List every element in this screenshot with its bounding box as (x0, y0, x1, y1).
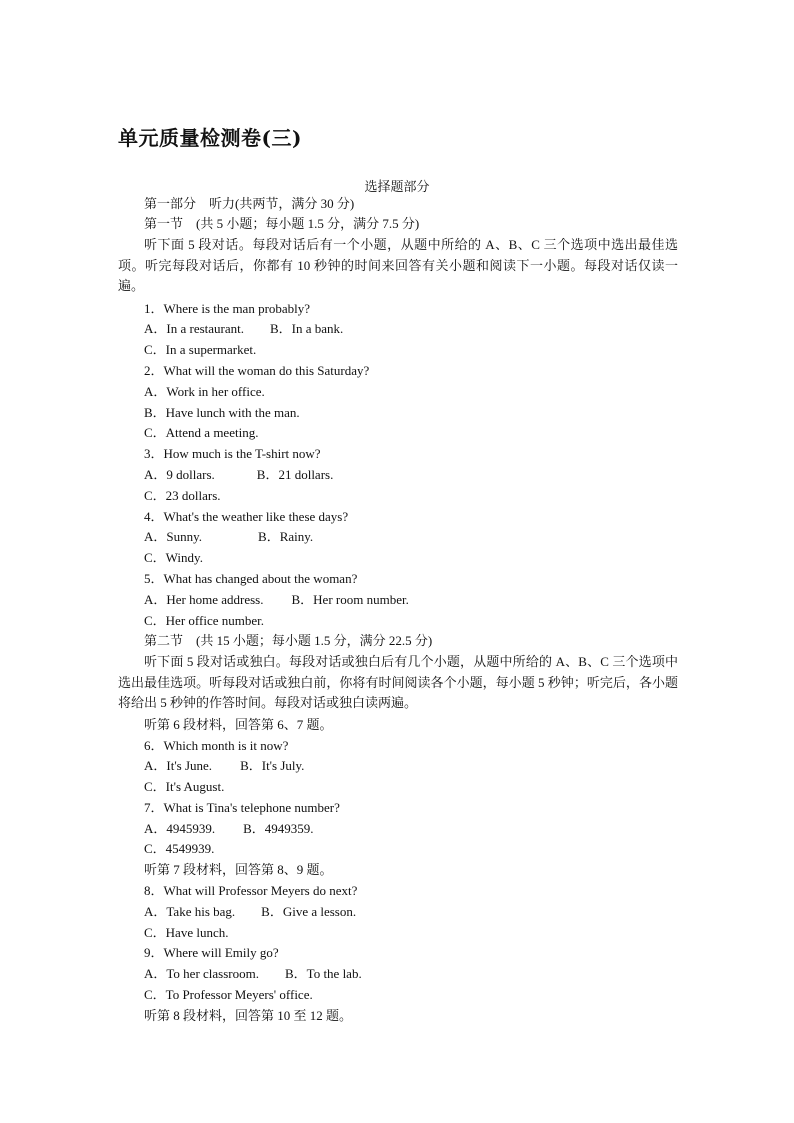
option-a: A．Take his bag. (144, 904, 236, 919)
question-6: 6．Which month is it now? (144, 738, 289, 753)
option-b: B．Have lunch with the man. (144, 405, 300, 420)
option-b: B．Give a lesson. (261, 904, 357, 919)
option-a: A．It's June. (144, 758, 213, 773)
option-b: B．It's July. (240, 758, 305, 773)
option-c: C．23 dollars. (144, 488, 221, 503)
option-c: C．In a supermarket. (144, 342, 257, 357)
option-a: A．To her classroom. (144, 966, 259, 981)
question-4: 4．What's the weather like these days? (144, 509, 349, 524)
question-6-options (144, 756, 304, 776)
option-a: A．Her home address. (144, 592, 264, 607)
section2-heading: 第二节 (共 15 小题；每小题 1.5 分，满分 22.5 分) (144, 633, 433, 648)
question-5: 5．What has changed about the woman? (144, 571, 358, 586)
part-heading: 第一部分 听力(共两节，满分 30 分) (144, 196, 355, 211)
question-3: 3．How much is the T-shirt now? (144, 446, 321, 461)
material-8-note: 听第 8 段材料，回答第 10 至 12 题。 (144, 1008, 353, 1023)
section1-heading: 第一节 (共 5 小题；每小题 1.5 分，满分 7.5 分) (144, 216, 420, 231)
option-b: B．Rainy. (258, 529, 314, 544)
question-4-options (144, 527, 313, 547)
question-9: 9．Where will Emily go? (144, 945, 279, 960)
option-a: A．Work in her office. (144, 384, 265, 399)
option-b: B．21 dollars. (256, 467, 334, 482)
option-b: B．In a bank. (270, 321, 344, 336)
option-a: A．4945939. (144, 821, 216, 836)
section1-directions: 听下面 5 段对话。每段对话后有一个小题，从题中所给的 A、B、C 三个选项中选出最佳选项。听完每段对话后，你都有 10 秒钟的时间来回答有关小题和阅读下一小题。每段对话仅读一遍。 (118, 237, 678, 294)
question-7: 7．What is Tina's telephone number? (144, 800, 340, 815)
option-c: C．Have lunch. (144, 925, 229, 940)
question-1-options (144, 319, 343, 339)
option-c: C．4549939. (144, 841, 215, 856)
question-2: 2．What will the woman do this Saturday? (144, 363, 370, 378)
option-a: A．9 dollars. (144, 467, 215, 482)
question-3-options (144, 465, 333, 485)
option-b: B．To the lab. (284, 966, 362, 981)
question-8-options (144, 902, 356, 922)
material-6-note: 听第 6 段材料，回答第 6、7 题。 (144, 717, 333, 732)
section2-directions: 听下面 5 段对话或独白。每段对话或独白后有几个小题，从题中所给的 A、B、C 三个选项中选出最佳选项。听每段对话或独白前，你将有时间阅读各个小题，每小题 5 秒钟；听完后，各小题将给出 5 秒钟的作答时间。每段对话或独白读两遍。 (118, 654, 678, 711)
question-7-options (144, 819, 314, 839)
section-heading: 选择题部分 (364, 179, 430, 194)
option-c: C．Attend a meeting. (144, 425, 259, 440)
material-7-note: 听第 7 段材料，回答第 8、9 题。 (144, 862, 333, 877)
option-b: B．Her room number. (291, 592, 409, 607)
option-a: A．In a restaurant. (144, 321, 244, 336)
option-c: C．To Professor Meyers' office. (144, 987, 313, 1002)
question-1: 1．Where is the man probably? (144, 301, 311, 316)
option-c: C．Her office number. (144, 613, 264, 628)
option-a: A．Sunny. (144, 529, 203, 544)
question-5-options (144, 590, 409, 610)
question-9-options (144, 964, 362, 984)
option-b: B．4949359. (243, 821, 314, 836)
option-c: C．It's August. (144, 779, 225, 794)
option-c: C．Windy. (144, 550, 203, 565)
question-8: 8．What will Professor Meyers do next? (144, 883, 358, 898)
page-title: 单元质量检测卷(三) (118, 126, 302, 150)
